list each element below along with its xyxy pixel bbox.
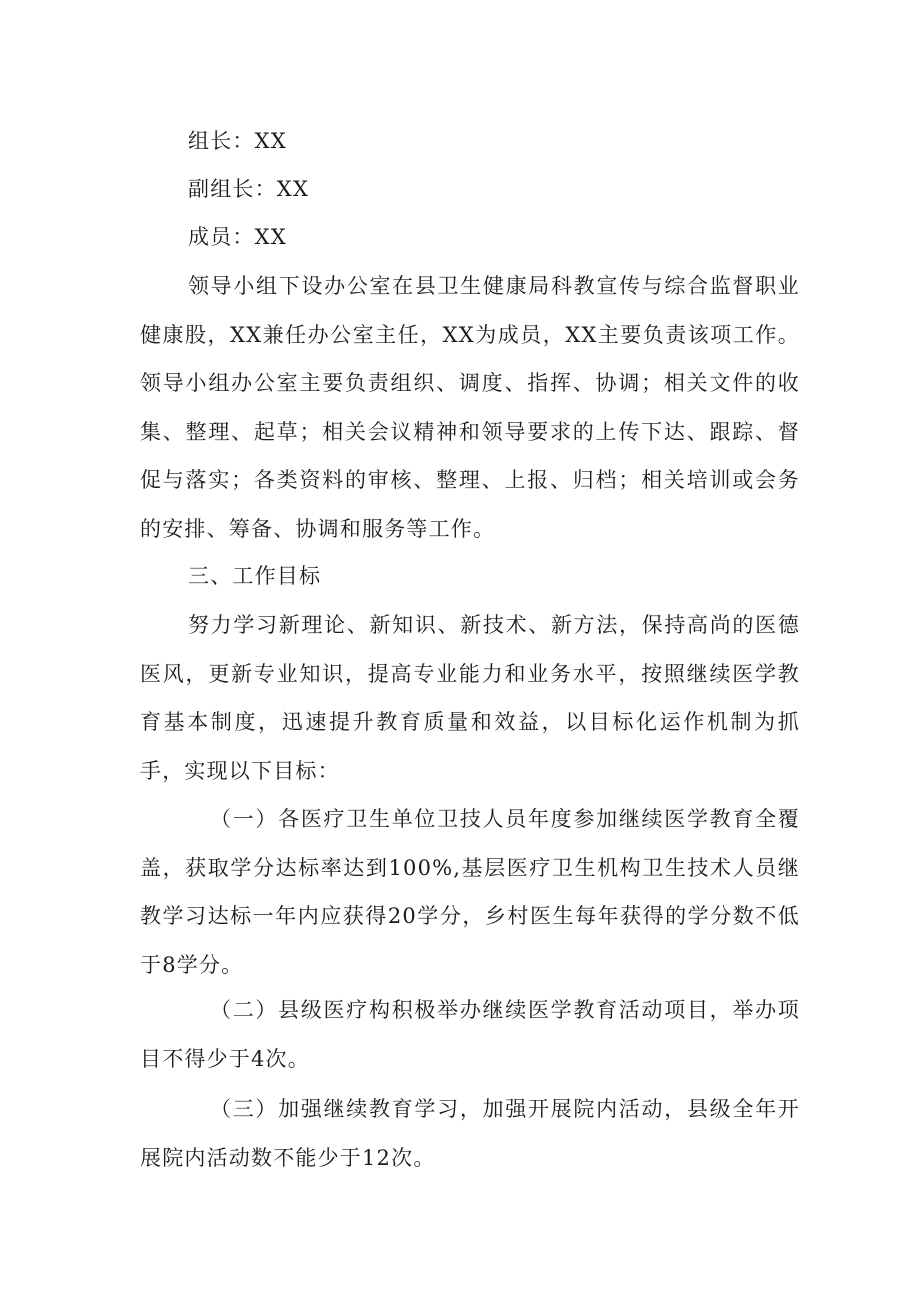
goal-1-paragraph: （一）各医疗卫生单位卫技人员年度参加继续医学教育全覆盖，获取学分达标率达到100%,基层医疗卫生机构卫生技术人员继教学习达标一年内应获得20学分，乡村医生每年获得的学分数不低于8学分。 [140, 807, 800, 977]
section-heading: 三、工作目标 [188, 564, 322, 588]
office-paragraph: 领导小组下设办公室在县卫生健康局科教宣传与综合监督职业健康股，XX兼任办公室主任，XX为成员，XX主要负责该项工作。领导小组办公室主要负责组织、调度、指挥、协调；相关文件的收集、整理、起草；相关会议精神和领导要求的上传下达、跟踪、督促与落实；各类资料的审核、整理、上报、归档；相关培训或会务的安排、筹备、协调和服务等工作。 [140, 274, 800, 541]
goal-3-paragraph: （三）加强继续教育学习，加强开展院内活动，县级全年开展院内活动数不能少于12次。 [140, 1097, 800, 1170]
goal-2-paragraph: （二）县级医疗构积极举办继续医学教育活动项目，举办项目不得少于4次。 [140, 998, 800, 1071]
goal-intro-paragraph: 努力学习新理论、新知识、新技术、新方法，保持高尚的医德医风，更新专业知识，提高专业能力和业务水平，按照继续医学教育基本制度，迅速提升教育质量和效益，以目标化运作机制为抓手，实现以下目标： [140, 613, 800, 783]
members-line: 成员：XX [188, 225, 287, 249]
leader-line: 组长：XX [188, 129, 287, 153]
deputy-leader-line: 副组长：XX [188, 177, 310, 201]
